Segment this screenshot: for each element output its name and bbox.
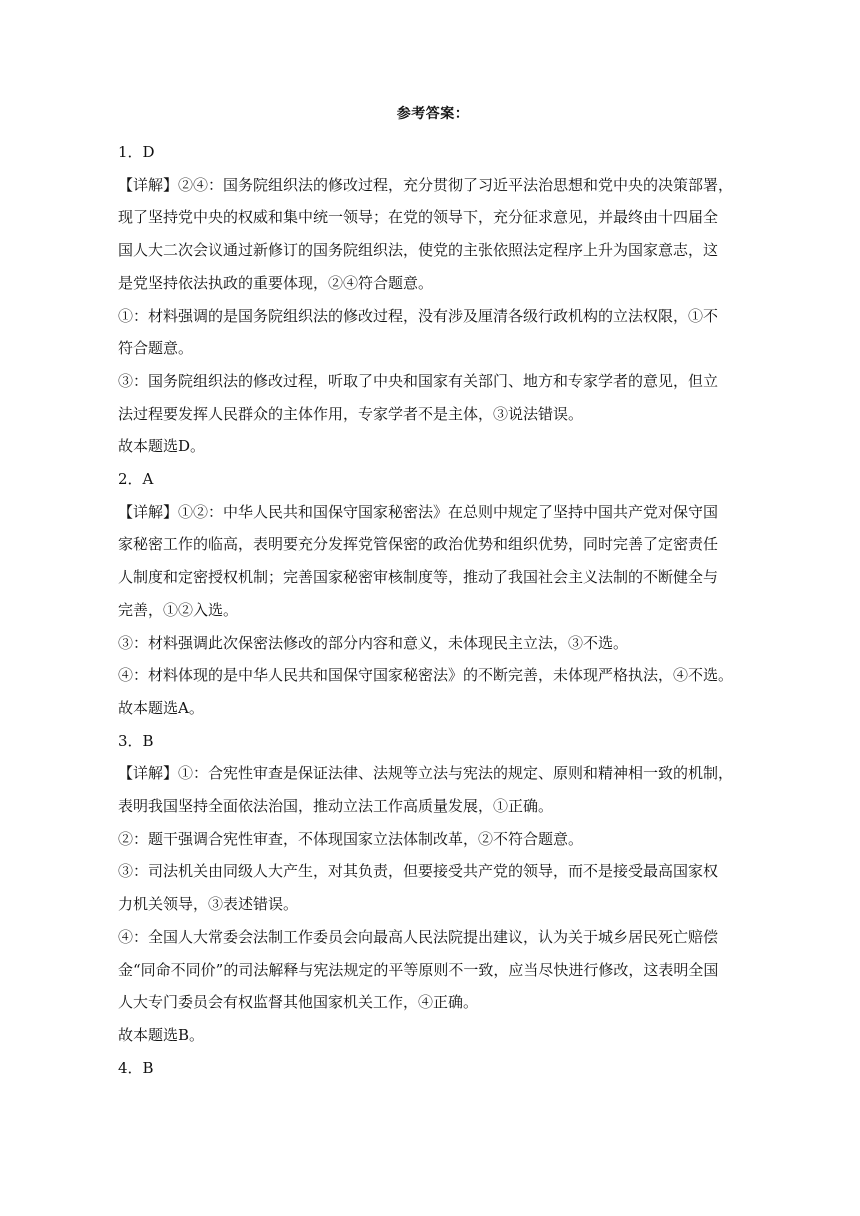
explanation-line: 国人大二次会议通过新修订的国务院组织法，使党的主张依照法定程序上升为国家意志，这 <box>118 241 719 260</box>
explanation-line: 【详解】②④：国务院组织法的修改过程，充分贯彻了习近平法治思想和党中央的决策部署， <box>118 175 734 194</box>
explanation-line: 法过程要发挥人民群众的主体作用，专家学者不是主体，③说法错误。 <box>118 404 584 423</box>
explanation-line: ③：国务院组织法的修改过程，听取了中央和国家有关部门、地方和专家学者的意见，但立 <box>118 371 719 390</box>
answer-number-3: 3．B <box>118 731 154 750</box>
explanation-line: 完善，①②入选。 <box>118 600 239 619</box>
conclusion-line: 故本题选A。 <box>118 698 204 717</box>
explanation-line: 【详解】①：合宪性审查是保证法律、法规等立法与宪法的规定、原则和精神相一致的机制， <box>118 764 734 783</box>
explanation-line: 金“同命不同价”的司法解释与宪法规定的平等原则不一致，应当尽快进行修改，这表明全国 <box>118 960 719 979</box>
explanation-line: ③：司法机关由同级人大产生，对其负责，但要接受共产党的领导，而不是接受最高国家权 <box>118 862 719 881</box>
explanation-line: 人大专门委员会有权监督其他国家机关工作，④正确。 <box>118 993 479 1012</box>
explanation-line: ③：材料强调此次保密法修改的部分内容和意义，未体现民主立法，③不选。 <box>118 633 629 652</box>
explanation-line: ①：材料强调的是国务院组织法的修改过程，没有涉及厘清各级行政机构的立法权限，①不 <box>118 306 719 325</box>
explanation-line: 现了坚持党中央的权威和集中统一领导；在党的领导下，充分征求意见，并最终由十四届全 <box>118 208 719 227</box>
explanation-line: 表明我国坚持全面依法治国，推动立法工作高质量发展，①正确。 <box>118 797 554 816</box>
explanation-line: ④：全国人大常委会法制工作委员会向最高人民法院提出建议，认为关于城乡居民死亡赔偿 <box>118 927 719 946</box>
explanation-line: 符合题意。 <box>118 339 194 358</box>
conclusion-line: 故本题选D。 <box>118 437 206 456</box>
explanation-line: ④：材料体现的是中华人民共和国保守国家秘密法》的不断完善，未体现严格执法，④不选。 <box>118 666 734 685</box>
explanation-line: 力机关领导，③表述错误。 <box>118 895 299 914</box>
answer-body <box>118 136 748 1084</box>
answer-number-2: 2．A <box>118 470 154 489</box>
answer-number-4: 4．B <box>118 1058 154 1077</box>
page-title: 参考答案： <box>396 106 470 122</box>
explanation-line: 是党坚持依法执政的重要体现，②④符合题意。 <box>118 273 434 292</box>
explanation-line: 家秘密工作的临高，表明要充分发挥党管保密的政治优势和组织优势，同时完善了定密责任 <box>118 535 719 554</box>
conclusion-line: 故本题选B。 <box>118 1025 205 1044</box>
answer-number-1: 1．D <box>118 143 155 161</box>
explanation-line: 【详解】①②：中华人民共和国保守国家秘密法》在总则中规定了坚持中国共产党对保守国 <box>118 502 719 521</box>
explanation-line: ②：题干强调合宪性审查，不体现国家立法体制改革，②不符合题意。 <box>118 829 584 848</box>
explanation-line: 人制度和定密授权机制；完善国家秘密审核制度等，推动了我国社会主义法制的不断健全与 <box>118 568 719 587</box>
